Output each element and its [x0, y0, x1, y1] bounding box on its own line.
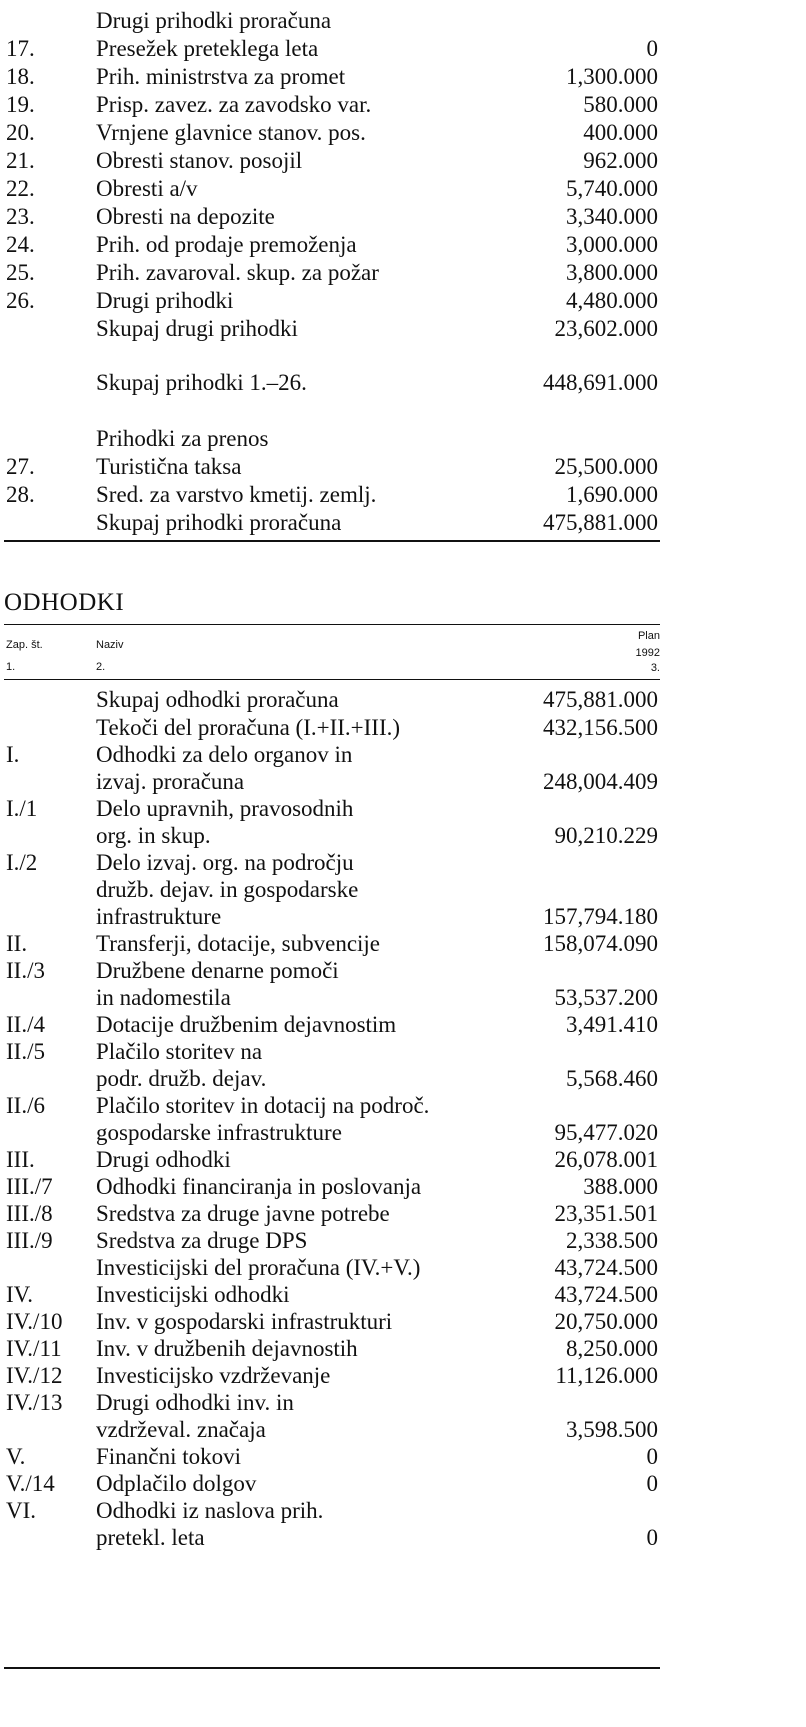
row-label: Obresti a/v	[96, 176, 198, 201]
col-plan-index: 3.	[650, 662, 660, 674]
row-amount: 962.000	[583, 148, 658, 173]
expense-row	[0, 1037, 700, 1067]
row-amount: 3,598.500	[566, 1417, 658, 1442]
expense-row	[0, 1145, 700, 1175]
expense-row	[0, 956, 700, 986]
row-label: Finančni tokovi	[96, 1444, 242, 1469]
col-number-index: 1.	[6, 661, 16, 673]
row-number: 26.	[6, 288, 35, 313]
row-number: V./14	[6, 1471, 55, 1496]
row-number: II./4	[6, 1012, 45, 1037]
row-label: Dotacije družbenim dejavnostim	[96, 1012, 397, 1037]
row-label: Inv. v družbenih dejavnostih	[96, 1336, 358, 1361]
row-amount: 23,602.000	[554, 316, 658, 341]
row-amount: 0	[646, 1444, 658, 1469]
row-amount: 1,690.000	[566, 482, 658, 507]
row-label: Delo upravnih, pravosodnih	[96, 796, 354, 821]
expense-row	[0, 1442, 700, 1472]
expense-row	[0, 767, 700, 797]
row-number: II./3	[6, 958, 45, 983]
column-header-rule	[4, 679, 660, 680]
row-number: III.	[6, 1147, 35, 1172]
row-label: Skupaj drugi prihodki	[96, 316, 298, 341]
row-amount: 26,078.001	[554, 1147, 658, 1172]
row-label: pretekl. leta	[96, 1525, 205, 1550]
expense-row	[0, 685, 700, 715]
row-label: in nadomestila	[96, 985, 231, 1010]
col-name-header: Naziv	[96, 639, 124, 651]
row-amount: 43,724.500	[554, 1255, 658, 1280]
row-label: Delo izvaj. org. na področju	[96, 850, 354, 875]
row-number: 19.	[6, 92, 35, 117]
row-label: Obresti na depozite	[96, 204, 275, 229]
row-number: III./8	[6, 1201, 53, 1226]
row-number: I./2	[6, 850, 38, 875]
expense-row	[0, 713, 700, 743]
expense-row	[0, 1469, 700, 1499]
row-label: Prih. zavaroval. skup. za požar	[96, 260, 379, 285]
row-label: Tekoči del proračuna (I.+II.+III.)	[96, 715, 401, 740]
row-amount: 475,881.000	[543, 510, 658, 535]
row-label: Sredstva za druge javne potrebe	[96, 1201, 390, 1226]
row-label: Drugi prihodki proračuna	[96, 8, 332, 33]
row-amount: 5,568.460	[566, 1066, 658, 1091]
expense-row	[0, 929, 700, 959]
income-row	[0, 286, 700, 316]
row-label: podr. družb. dejav.	[96, 1066, 267, 1091]
row-label: Prih. ministrstva za promet	[96, 64, 346, 89]
row-amount: 5,740.000	[566, 176, 658, 201]
row-number: 20.	[6, 120, 35, 145]
row-amount: 580.000	[583, 92, 658, 117]
row-number: V.	[6, 1444, 26, 1469]
row-amount: 0	[646, 1471, 658, 1496]
row-amount: 3,800.000	[566, 260, 658, 285]
row-label: Inv. v gospodarski infrastrukturi	[96, 1309, 393, 1334]
row-label: Skupaj odhodki proračuna	[96, 687, 339, 712]
expense-row	[0, 1091, 700, 1121]
row-number: 18.	[6, 64, 35, 89]
row-label: Odplačilo dolgov	[96, 1471, 257, 1496]
row-label: Odhodki iz naslova prih.	[96, 1498, 324, 1523]
row-label: gospodarske infrastrukture	[96, 1120, 342, 1145]
row-amount: 475,881.000	[543, 687, 658, 712]
row-number: 27.	[6, 454, 35, 479]
row-number: IV./11	[6, 1336, 62, 1361]
row-number: 28.	[6, 482, 35, 507]
expense-row	[0, 1172, 700, 1202]
col-plan-year: 1992	[635, 647, 660, 659]
expense-row	[0, 1496, 700, 1526]
row-amount: 2,338.500	[566, 1228, 658, 1253]
expense-row	[0, 1334, 700, 1364]
row-label: infrastrukture	[96, 904, 222, 929]
income-row	[0, 508, 700, 538]
row-label: Investicijsko vzdrževanje	[96, 1363, 331, 1388]
expense-row	[0, 1307, 700, 1337]
expense-row	[0, 902, 700, 932]
expenses-bottom-rule	[4, 1667, 660, 1669]
row-number: 23.	[6, 204, 35, 229]
row-amount: 3,000.000	[566, 232, 658, 257]
row-amount: 4,480.000	[566, 288, 658, 313]
row-number: IV./12	[6, 1363, 63, 1388]
row-label: Investicijski odhodki	[96, 1282, 290, 1307]
expense-row	[0, 740, 700, 770]
row-number: 24.	[6, 232, 35, 257]
row-label: Investicijski del proračuna (IV.+V.)	[96, 1255, 421, 1280]
row-number: II./6	[6, 1093, 45, 1118]
row-amount: 0	[646, 36, 658, 61]
income-bottom-rule	[4, 540, 660, 542]
row-label: družb. dejav. in gospodarske	[96, 877, 359, 902]
expense-row	[0, 848, 700, 878]
income-row	[0, 6, 700, 36]
row-amount: 3,491.410	[566, 1012, 658, 1037]
row-number: I.	[6, 742, 20, 767]
row-amount: 90,210.229	[554, 823, 658, 848]
row-label: Transferji, dotacije, subvencije	[96, 931, 381, 956]
income-row	[0, 118, 700, 148]
expense-row	[0, 821, 700, 851]
row-number: II.	[6, 931, 28, 956]
row-amount: 157,794.180	[543, 904, 658, 929]
row-amount: 248,004.409	[543, 769, 658, 794]
expense-row	[0, 1226, 700, 1256]
row-label: Plačilo storitev in dotacij na področ.	[96, 1093, 430, 1118]
row-label: Drugi odhodki inv. in	[96, 1390, 294, 1415]
row-label: Skupaj prihodki proračuna	[96, 510, 342, 535]
expense-row	[0, 1280, 700, 1310]
row-number: 17.	[6, 36, 35, 61]
row-label: Skupaj prihodki 1.–26.	[96, 370, 307, 395]
row-label: Presežek preteklega leta	[96, 36, 319, 61]
row-label: Vrnjene glavnice stanov. pos.	[96, 120, 366, 145]
income-row	[0, 424, 700, 454]
expense-row	[0, 983, 700, 1013]
row-amount: 448,691.000	[543, 370, 658, 395]
expenses-heading: ODHODKI	[4, 589, 125, 616]
row-number: IV.	[6, 1282, 34, 1307]
row-label: org. in skup.	[96, 823, 211, 848]
row-amount: 53,537.200	[554, 985, 658, 1010]
row-label: Prihodki za prenos	[96, 426, 269, 451]
row-label: Sred. za varstvo kmetij. zemlj.	[96, 482, 377, 507]
row-amount: 23,351.501	[554, 1201, 658, 1226]
row-amount: 400.000	[583, 120, 658, 145]
income-row	[0, 452, 700, 482]
row-amount: 11,126.000	[555, 1363, 658, 1388]
income-row	[0, 480, 700, 510]
expense-row	[0, 875, 700, 905]
row-label: izvaj. proračuna	[96, 769, 245, 794]
row-label: Prisp. zavez. za zavodsko var.	[96, 92, 372, 117]
income-row	[0, 90, 700, 120]
row-amount: 158,074.090	[543, 931, 658, 956]
expense-row	[0, 1118, 700, 1148]
row-number: 21.	[6, 148, 35, 173]
expense-row	[0, 1064, 700, 1094]
row-amount: 20,750.000	[554, 1309, 658, 1334]
row-label: Odhodki za delo organov in	[96, 742, 353, 767]
row-amount: 8,250.000	[566, 1336, 658, 1361]
row-number: 25.	[6, 260, 35, 285]
row-number: III./9	[6, 1228, 53, 1253]
expense-row	[0, 1523, 700, 1553]
expense-row	[0, 1388, 700, 1418]
row-number: 22.	[6, 176, 35, 201]
row-number: I./1	[6, 796, 38, 821]
row-number: IV./13	[6, 1390, 63, 1415]
col-number-header: Zap. št.	[6, 639, 43, 651]
expenses-top-rule	[4, 624, 660, 625]
row-amount: 25,500.000	[554, 454, 658, 479]
income-row	[0, 230, 700, 260]
col-plan-header: Plan	[637, 630, 660, 642]
row-amount: 43,724.500	[554, 1282, 658, 1307]
expense-row	[0, 1010, 700, 1040]
row-number: IV./10	[6, 1309, 63, 1334]
row-amount: 432,156.500	[543, 715, 658, 740]
row-label: Prih. od prodaje premoženja	[96, 232, 357, 257]
col-name-index: 2.	[96, 661, 106, 673]
row-label: Plačilo storitev na	[96, 1039, 263, 1064]
row-label: Odhodki financiranja in poslovanja	[96, 1174, 422, 1199]
income-row	[0, 174, 700, 204]
row-number: III./7	[6, 1174, 53, 1199]
expense-row	[0, 794, 700, 824]
row-amount: 1,300.000	[566, 64, 658, 89]
income-row	[0, 146, 700, 176]
expense-row	[0, 1253, 700, 1283]
row-amount: 0	[646, 1525, 658, 1550]
income-row	[0, 202, 700, 232]
row-label: Drugi prihodki	[96, 288, 234, 313]
row-label: Drugi odhodki	[96, 1147, 231, 1172]
row-number: VI.	[6, 1498, 37, 1523]
income-row	[0, 368, 700, 398]
row-amount: 95,477.020	[554, 1120, 658, 1145]
income-row	[0, 62, 700, 92]
row-label: vzdrževal. značaja	[96, 1417, 266, 1442]
row-amount: 388.000	[583, 1174, 658, 1199]
income-row	[0, 34, 700, 64]
income-row	[0, 258, 700, 288]
expense-row	[0, 1415, 700, 1445]
row-number: II./5	[6, 1039, 45, 1064]
expense-row	[0, 1199, 700, 1229]
row-label: Sredstva za druge DPS	[96, 1228, 308, 1253]
expense-row	[0, 1361, 700, 1391]
income-row	[0, 314, 700, 344]
row-amount: 3,340.000	[566, 204, 658, 229]
row-label: Družbene denarne pomoči	[96, 958, 339, 983]
row-label: Obresti stanov. posojil	[96, 148, 303, 173]
row-label: Turistična taksa	[96, 454, 242, 479]
